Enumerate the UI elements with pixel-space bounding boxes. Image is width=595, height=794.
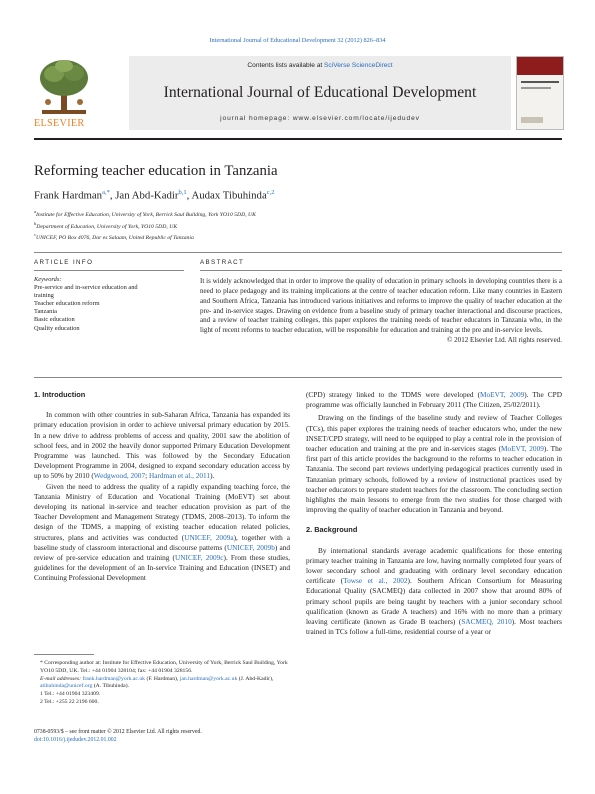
publisher-name: ELSEVIER	[34, 118, 85, 129]
author-1-sup[interactable]: a,*	[102, 189, 110, 196]
paragraph: Given the need to address the quality of a rapidly expanding teaching force, the Tanzania Ministry of Education and Vocational Training (MoEVT) set about developing its national in-service and teacher education provision as part of the Teacher Development and Management Strategy (TDMS, 2008–2013). To inform the design of the TDMS, a mapping of existing teacher education related policies, structures, plans and activities was conducted (UNICEF, 2009a), together with a baseline study of classroom interactional and discourse patterns (UNICEF, 2009b) and review of pre-service education and training (UNICEF, 2009c). From these studies, guidelines for the development of an In-service Training and Education (INSET) and Continuing Professional Development	[34, 481, 290, 583]
paragraph: (CPD) strategy linked to the TDMS were developed (MoEVT, 2009). The CPD programme was officially launched in February 2011 (The Citizen, 25/02/2011).	[306, 390, 562, 410]
affiliation-c: $^c$UNICEF, PO Box 4076, Dar es Salaam, United Republic of Tanzania	[34, 232, 194, 242]
journal-reference[interactable]: International Journal of Educational Development 32 (2012) 826–834	[209, 37, 386, 44]
citation-link[interactable]: UNICEF, 2009a	[184, 532, 234, 542]
citation-link[interactable]: MoEVT, 2009	[501, 444, 544, 454]
section-2-heading: 2. Background	[306, 525, 358, 535]
keyword: Tanzania	[34, 308, 57, 316]
keywords-block	[34, 276, 184, 333]
citation-link[interactable]: SACMEQ, 2010	[461, 617, 512, 627]
email-link[interactable]: jan.hardman@york.ac.uk	[179, 675, 238, 682]
citation-link[interactable]: MoEVT, 2009	[480, 390, 525, 399]
abstract-rule	[200, 270, 562, 271]
bottom-matter	[34, 728, 202, 745]
author-list: Frank Hardman$^{a,*}$, Jan Abd-Kadir$^{b,1}$, Audax Tibuhinda$^{c,2}$	[34, 189, 275, 202]
sciencedirect-link[interactable]: SciVerse ScienceDirect	[324, 62, 393, 69]
journal-title: International Journal of Educational Development	[163, 84, 477, 101]
paragraph: In common with other countries in sub-Saharan Africa, Tanzania has expanded its primary education provision in order to achieve universal primary education by 2015. In a new drive to address problems of access and quality, 2001 saw the abolition of school fees, and in 2002 the heavily donor supported Primary Education Development Programme was launched. This was followed by the Secondary Education Development Programme in 2004, designed to expand secondary education access by up to 50% by 2010 (Wedgwood, 2007; Hardman et al., 2011).	[34, 410, 290, 481]
footnote-1: 1 Tel.: +44 01904 323409.	[40, 691, 101, 698]
footnote-corresponding: * Corresponding author at: Institute for Effective Education, University of York, Berrick Saul Building, York YO10 5DD, UK. Tel.: +44 01904 328104; fax: +44 01904 328156.	[40, 660, 288, 674]
keyword: Pre-service and in-service education and	[34, 284, 138, 292]
author-2[interactable]: Jan Abd-Kadir	[115, 189, 179, 202]
affiliations	[34, 208, 256, 243]
keyword: training	[34, 292, 54, 300]
abstract-text: It is widely acknowledged that in order to improve the quality of education in primary schools in developing countries there is a need to place pedagogy and its training implications at the centre of teacher education reform. Like many countries in Eastern and Southern Africa, Tanzania has introduced various initiatives and reforms to improve the quality of teacher education at the pre- and in-service stages. Drawing on evidence from a baseline study of primary teacher interactional and discourse practices, and a review of teacher training colleges, this paper explores the training needs of teacher educators in Tanzania who, in the light of recent reforms to teacher education, will be responsible for education and training at the pre and in-service levels.	[200, 277, 562, 335]
contents-line	[129, 62, 511, 69]
keywords-label: Keywords:	[34, 276, 62, 283]
keyword: Quality education	[34, 324, 80, 332]
paragraph: By international standards average academic qualifications for those entering primary teacher training in Tanzania are low, having normally completed four years of lower secondary school and graduating with ordinary level secondary education certificate (Towse et al., 2002). Southern African Consortium for Measuring Educational Quality (SACMEQ) data collected in 2007 show that around 80% of primary school pupils are being taught by teachers with a junior secondary school qualification (known as Grade A teachers) and 16% with no more than a primary leaving certificate (known as Grade B teachers) (SACMEQ, 2010). Most teachers trained in TCs follow a full-time, residential course of a year or	[306, 545, 563, 637]
author-3-sup[interactable]: c,2	[266, 189, 275, 196]
issn-line: 0738-0593/$ – see front matter © 2012 Elsevier Ltd. All rights reserved.	[34, 729, 202, 735]
footnote-2: 2 Tel.: +255 22 2196 600.	[40, 698, 99, 705]
footnote-rule	[34, 654, 94, 655]
email-link[interactable]: atibuhinda@unicef.org	[40, 683, 93, 690]
abstract-heading: ABSTRACT	[200, 259, 245, 266]
contents-prefix: Contents lists available at	[247, 62, 325, 69]
article-title: Reforming teacher education in Tanzania	[34, 163, 278, 179]
header-rule	[34, 138, 562, 140]
right-column	[306, 390, 562, 637]
copyright: © 2012 Elsevier Ltd. All rights reserved.	[447, 336, 562, 345]
elsevier-tree-logo-icon	[34, 56, 94, 116]
article-info-heading: ARTICLE INFO	[34, 259, 94, 266]
journal-cover-icon	[516, 56, 564, 130]
citation-link[interactable]: UNICEF, 2009c	[175, 553, 224, 563]
keyword: Teacher education reform	[34, 300, 100, 308]
left-column	[34, 390, 290, 584]
doi-link[interactable]: doi:10.1016/j.ijedudev.2012.01.002	[34, 737, 117, 744]
author-3[interactable]: Audax Tibuhinda	[191, 189, 267, 202]
article-info-rule	[34, 270, 184, 271]
abstract-bottom-rule	[34, 377, 562, 378]
journal-banner	[34, 56, 562, 134]
footnotes	[34, 660, 290, 707]
author-1[interactable]: Frank Hardman	[34, 189, 103, 202]
paragraph: Drawing on the findings of the baseline study and review of Teacher Colleges (TCs), this paper explores the training needs of teacher educators who, under the new INSET/CPD strategy, will need to be equipped to play a central role in the provision of teacher education and training at the pre and in-services stages (MoEVT, 2009). The first part of this article provides the background to the reforms to teacher education in Tanzania. The second part reviews underlying pedagogical practices currently used in Tanzanian primary schools, followed by a review of instructional practices used by teacher educators to prepare student teachers for the classroom. The concluding section highlights the main lessons to emerge from the two studies for those charged with improving the quality of teacher education in Tanzania and beyond.	[306, 413, 562, 515]
citation-link[interactable]: Wedgwood, 2007	[93, 471, 146, 481]
citation-link[interactable]: Towse et al., 2002	[343, 576, 408, 586]
info-top-rule	[34, 252, 562, 253]
affiliation-b: $^b$Department of Education, University of York, YO10 5DD, UK	[34, 220, 178, 230]
section-1-heading: 1. Introduction	[34, 390, 86, 399]
abstract-body	[200, 277, 562, 346]
footnote-emails: E-mail addresses: frank.hardman@york.ac.uk (F. Hardman), jan.hardman@york.ac.uk (J. Abd-Kadir), atibuhinda@unicef.org (A. Tibuhinda).	[40, 675, 274, 690]
journal-homepage	[129, 115, 511, 122]
keyword: Basic education	[34, 316, 75, 324]
author-2-sup[interactable]: b,1	[178, 189, 187, 196]
homepage-url[interactable]: www.elsevier.com/locate/ijedudev	[292, 115, 420, 122]
homepage-label: journal homepage:	[220, 115, 293, 122]
email-link[interactable]: frank.hardman@york.ac.uk	[82, 675, 146, 682]
citation-link[interactable]: Hardman et al., 2011	[148, 471, 211, 481]
citation-link[interactable]: UNICEF, 2009b	[226, 542, 275, 552]
affiliation-a: $^a$Institute for Effective Education, University of York, Berrick Saul Building, York YO10 5DD, UK	[34, 209, 256, 218]
